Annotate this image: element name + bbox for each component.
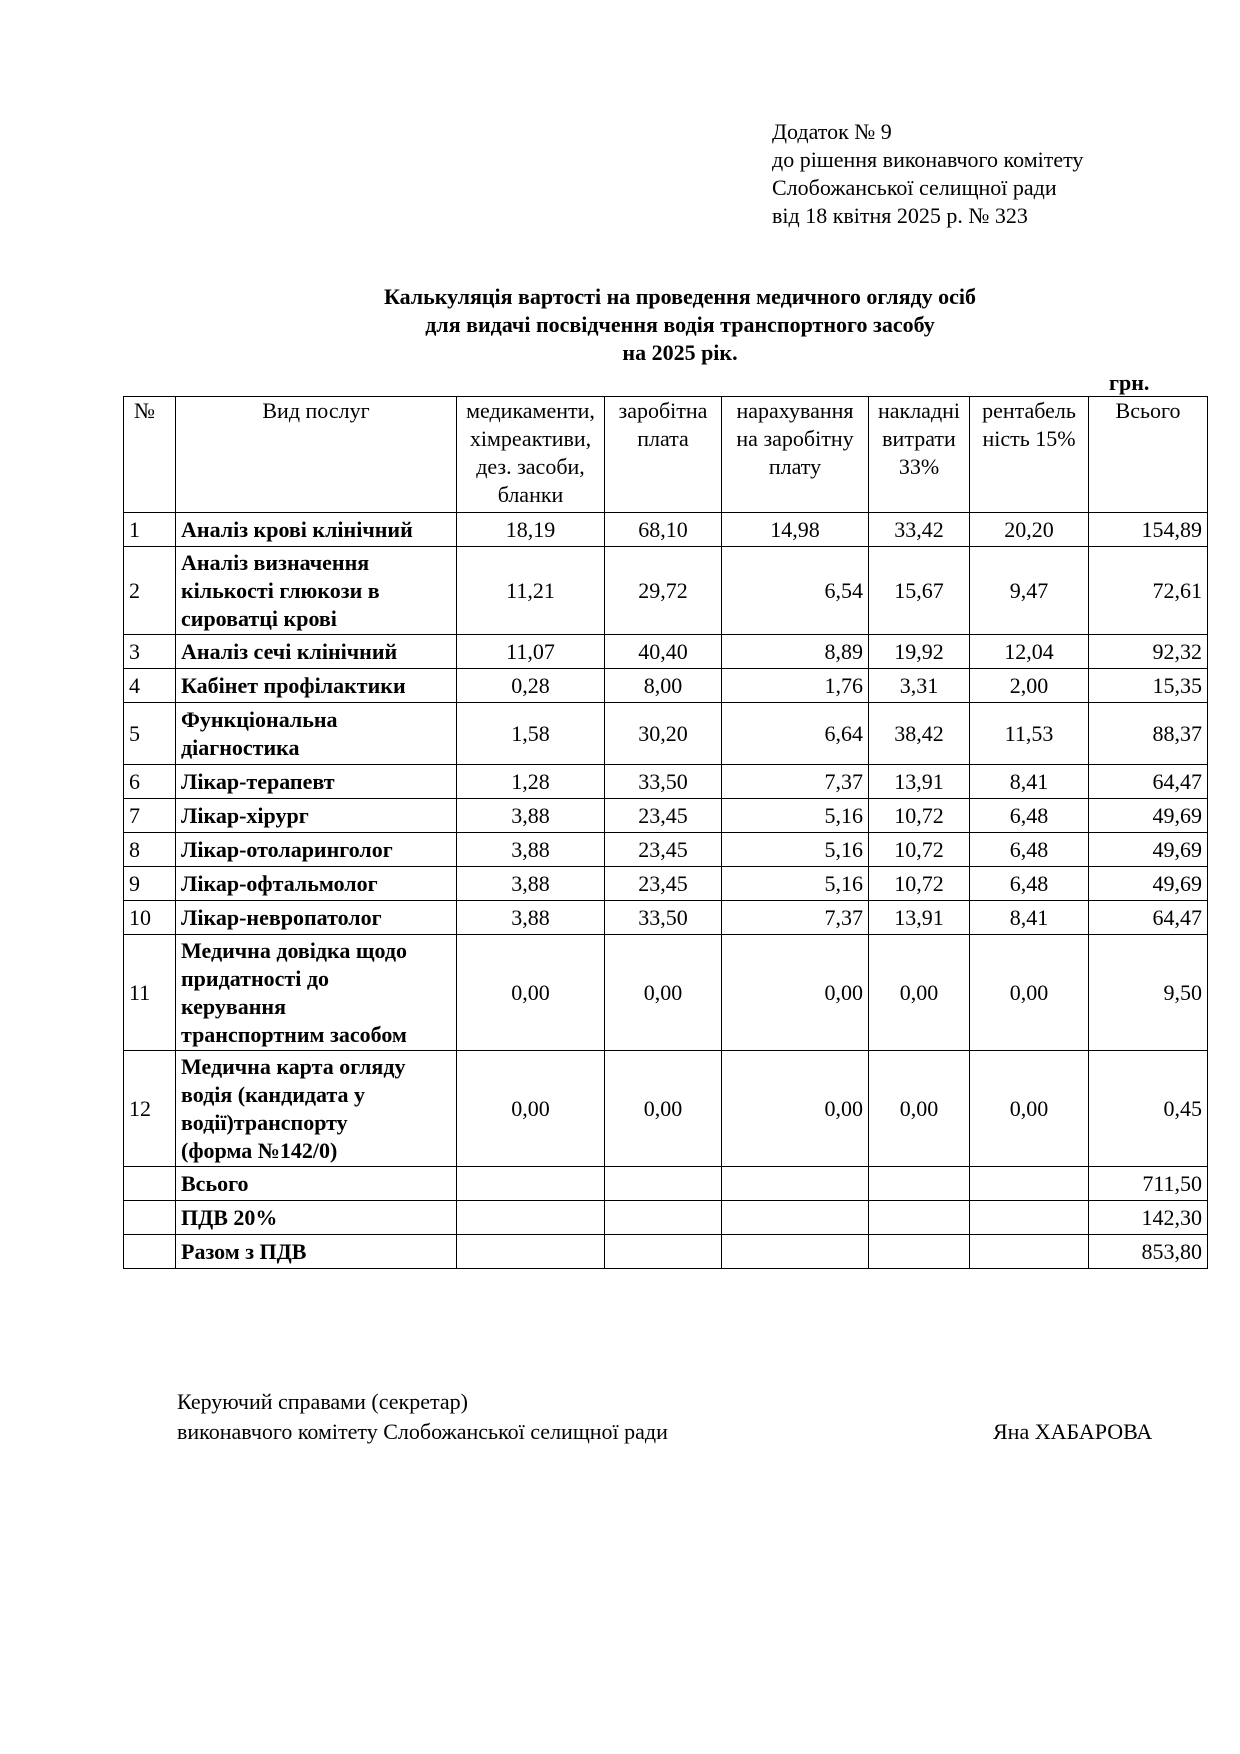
row-accruals: 7,37 xyxy=(722,901,869,935)
row-overhead: 3,31 xyxy=(869,669,970,703)
row-service xyxy=(176,703,457,765)
row-number: 10 xyxy=(124,901,176,935)
calculation-table xyxy=(123,396,1208,1269)
row-medicines: 11,07 xyxy=(457,635,605,669)
empty-cell xyxy=(457,1235,605,1269)
row-accruals: 5,16 xyxy=(722,833,869,867)
row-service xyxy=(176,867,457,901)
service-line: Аналіз визначення xyxy=(181,549,370,575)
row-medicines: 0,00 xyxy=(457,935,605,1051)
empty-cell xyxy=(722,1167,869,1201)
row-profit: 6,48 xyxy=(970,833,1089,867)
signature-position-line-1: Керуючий справами (секретар) xyxy=(177,1389,468,1414)
row-salary: 0,00 xyxy=(605,935,722,1051)
row-number: 3 xyxy=(124,635,176,669)
annex-decision: до рішення виконавчого комітету xyxy=(772,147,1084,172)
row-medicines: 3,88 xyxy=(457,799,605,833)
row-number: 12 xyxy=(124,1051,176,1167)
row-salary: 29,72 xyxy=(605,547,722,635)
row-total: 49,69 xyxy=(1089,799,1208,833)
signature-position-line-2: виконавчого комітету Слобожанської селищної ради xyxy=(177,1419,668,1444)
table-row xyxy=(124,635,1208,669)
row-salary: 68,10 xyxy=(605,513,722,547)
row-total: 15,35 xyxy=(1089,669,1208,703)
row-service xyxy=(176,513,457,547)
table-row xyxy=(124,799,1208,833)
title-line-1: Калькуляція вартості на проведення медичного огляду осіб xyxy=(383,284,977,309)
empty-cell xyxy=(869,1235,970,1269)
row-overhead: 19,92 xyxy=(869,635,970,669)
row-overhead: 0,00 xyxy=(869,1051,970,1167)
service-line: водія (кандидата у xyxy=(181,1081,366,1107)
empty-cell xyxy=(124,1235,176,1269)
header-total: Всього xyxy=(1089,397,1208,513)
title-line-3: на 2025 рік. xyxy=(622,340,738,365)
row-medicines: 1,58 xyxy=(457,703,605,765)
row-profit: 0,00 xyxy=(970,1051,1089,1167)
row-accruals: 1,76 xyxy=(722,669,869,703)
row-number: 4 xyxy=(124,669,176,703)
row-accruals: 8,89 xyxy=(722,635,869,669)
row-salary: 33,50 xyxy=(605,765,722,799)
header-profit: рентабель ність 15% xyxy=(970,397,1089,513)
row-service xyxy=(176,635,457,669)
empty-cell xyxy=(605,1201,722,1235)
row-total: 64,47 xyxy=(1089,765,1208,799)
row-accruals: 6,64 xyxy=(722,703,869,765)
annex-date: від 18 квітня 2025 р. № 323 xyxy=(772,203,1028,228)
totals-value: 142,30 xyxy=(1089,1201,1208,1235)
row-total: 72,61 xyxy=(1089,547,1208,635)
row-number: 8 xyxy=(124,833,176,867)
row-overhead: 38,42 xyxy=(869,703,970,765)
totals-row xyxy=(124,1235,1208,1269)
row-total: 9,50 xyxy=(1089,935,1208,1051)
annex-block xyxy=(772,118,1083,230)
service-line: керування xyxy=(181,993,286,1019)
service-line: Медична карта огляду xyxy=(181,1053,406,1079)
header-overhead: накладні витрати 33% xyxy=(869,397,970,513)
row-service xyxy=(176,799,457,833)
row-overhead: 10,72 xyxy=(869,799,970,833)
document-title xyxy=(150,283,1210,367)
header-accruals: нарахування на заробітну плату xyxy=(722,397,869,513)
service-line: Аналіз сечі клінічний xyxy=(181,638,398,664)
row-accruals: 7,37 xyxy=(722,765,869,799)
service-line: Лікар-терапевт xyxy=(181,768,335,794)
service-line: Функціональна xyxy=(181,706,338,732)
row-profit: 8,41 xyxy=(970,765,1089,799)
row-medicines: 3,88 xyxy=(457,833,605,867)
row-profit: 9,47 xyxy=(970,547,1089,635)
table-row xyxy=(124,703,1208,765)
empty-cell xyxy=(457,1201,605,1235)
table-row xyxy=(124,765,1208,799)
table-row xyxy=(124,513,1208,547)
row-salary: 40,40 xyxy=(605,635,722,669)
row-number: 7 xyxy=(124,799,176,833)
row-profit: 20,20 xyxy=(970,513,1089,547)
row-accruals: 5,16 xyxy=(722,799,869,833)
empty-cell xyxy=(869,1201,970,1235)
totals-label: Всього xyxy=(176,1167,457,1201)
row-profit: 2,00 xyxy=(970,669,1089,703)
row-salary: 33,50 xyxy=(605,901,722,935)
service-line: водії)транспорту xyxy=(181,1109,348,1135)
service-line: транспортним засобом xyxy=(181,1021,407,1047)
row-overhead: 13,91 xyxy=(869,765,970,799)
table-row xyxy=(124,901,1208,935)
service-line: Лікар-отоларинголог xyxy=(181,836,393,862)
service-line: Аналіз крові клінічний xyxy=(181,516,413,542)
header-salary: заробітна плата xyxy=(605,397,722,513)
row-accruals: 0,00 xyxy=(722,935,869,1051)
service-line: кількості глюкози в xyxy=(181,577,380,603)
service-line: Лікар-невропатолог xyxy=(181,904,382,930)
row-overhead: 13,91 xyxy=(869,901,970,935)
table-header xyxy=(124,397,1208,513)
table-row xyxy=(124,547,1208,635)
service-line: діагностика xyxy=(181,734,300,760)
service-line: (форма №142/0) xyxy=(181,1137,338,1163)
table-row xyxy=(124,669,1208,703)
row-total: 92,32 xyxy=(1089,635,1208,669)
row-medicines: 1,28 xyxy=(457,765,605,799)
row-accruals: 14,98 xyxy=(722,513,869,547)
table-totals xyxy=(124,1167,1208,1269)
empty-cell xyxy=(970,1235,1089,1269)
row-number: 5 xyxy=(124,703,176,765)
empty-cell xyxy=(970,1201,1089,1235)
row-overhead: 15,67 xyxy=(869,547,970,635)
row-medicines: 0,28 xyxy=(457,669,605,703)
row-profit: 11,53 xyxy=(970,703,1089,765)
row-total: 88,37 xyxy=(1089,703,1208,765)
totals-row xyxy=(124,1167,1208,1201)
empty-cell xyxy=(722,1235,869,1269)
totals-label: Разом з ПДВ xyxy=(176,1235,457,1269)
row-overhead: 10,72 xyxy=(869,867,970,901)
row-salary: 0,00 xyxy=(605,1051,722,1167)
service-line: Лікар-офтальмолог xyxy=(181,870,378,896)
row-profit: 6,48 xyxy=(970,799,1089,833)
row-total: 49,69 xyxy=(1089,833,1208,867)
table-row xyxy=(124,1051,1208,1167)
empty-cell xyxy=(124,1167,176,1201)
row-salary: 8,00 xyxy=(605,669,722,703)
table-row xyxy=(124,935,1208,1051)
row-medicines: 3,88 xyxy=(457,867,605,901)
row-service xyxy=(176,547,457,635)
row-profit: 0,00 xyxy=(970,935,1089,1051)
row-salary: 23,45 xyxy=(605,799,722,833)
annex-council: Слобожанської селищної ради xyxy=(772,175,1057,200)
row-medicines: 18,19 xyxy=(457,513,605,547)
totals-value: 853,80 xyxy=(1089,1235,1208,1269)
row-salary: 23,45 xyxy=(605,833,722,867)
row-overhead: 10,72 xyxy=(869,833,970,867)
row-number: 2 xyxy=(124,547,176,635)
row-service xyxy=(176,765,457,799)
empty-cell xyxy=(605,1167,722,1201)
table-body xyxy=(124,513,1208,1167)
row-profit: 8,41 xyxy=(970,901,1089,935)
empty-cell xyxy=(124,1201,176,1235)
row-total: 154,89 xyxy=(1089,513,1208,547)
row-number: 1 xyxy=(124,513,176,547)
title-line-2: для видачі посвідчення водія транспортного засобу xyxy=(425,312,935,337)
row-overhead: 0,00 xyxy=(869,935,970,1051)
currency-label: грн. xyxy=(1109,370,1150,395)
header-medicines: медикаменти, хімреактиви, дез. засоби, бланки xyxy=(457,397,605,513)
row-salary: 23,45 xyxy=(605,867,722,901)
row-total: 0,45 xyxy=(1089,1051,1208,1167)
service-line: Кабінет профілактики xyxy=(181,672,406,698)
row-number: 6 xyxy=(124,765,176,799)
totals-label: ПДВ 20% xyxy=(176,1201,457,1235)
row-number: 11 xyxy=(124,935,176,1051)
row-medicines: 11,21 xyxy=(457,547,605,635)
empty-cell xyxy=(605,1235,722,1269)
empty-cell xyxy=(970,1167,1089,1201)
row-service xyxy=(176,833,457,867)
row-profit: 6,48 xyxy=(970,867,1089,901)
row-service xyxy=(176,935,457,1051)
row-accruals: 5,16 xyxy=(722,867,869,901)
row-salary: 30,20 xyxy=(605,703,722,765)
row-accruals: 6,54 xyxy=(722,547,869,635)
table-row xyxy=(124,867,1208,901)
totals-value: 711,50 xyxy=(1089,1167,1208,1201)
empty-cell xyxy=(869,1167,970,1201)
annex-number: Додаток № 9 xyxy=(772,119,892,144)
service-line: Медична довідка щодо xyxy=(181,937,407,963)
totals-row xyxy=(124,1201,1208,1235)
row-medicines: 0,00 xyxy=(457,1051,605,1167)
row-total: 64,47 xyxy=(1089,901,1208,935)
service-line: сироватці крові xyxy=(181,605,337,631)
header-service: Вид послуг xyxy=(176,397,457,513)
signatory-name: Яна ХАБАРОВА xyxy=(993,1419,1153,1444)
empty-cell xyxy=(457,1167,605,1201)
row-service xyxy=(176,669,457,703)
row-accruals: 0,00 xyxy=(722,1051,869,1167)
empty-cell xyxy=(722,1201,869,1235)
row-medicines: 3,88 xyxy=(457,901,605,935)
service-line: придатності до xyxy=(181,965,329,991)
service-line: Лікар-хірург xyxy=(181,802,309,828)
header-no: № xyxy=(124,397,176,513)
row-overhead: 33,42 xyxy=(869,513,970,547)
signature-position xyxy=(177,1387,668,1447)
row-service xyxy=(176,901,457,935)
row-total: 49,69 xyxy=(1089,867,1208,901)
row-service xyxy=(176,1051,457,1167)
row-number: 9 xyxy=(124,867,176,901)
table-row xyxy=(124,833,1208,867)
row-profit: 12,04 xyxy=(970,635,1089,669)
